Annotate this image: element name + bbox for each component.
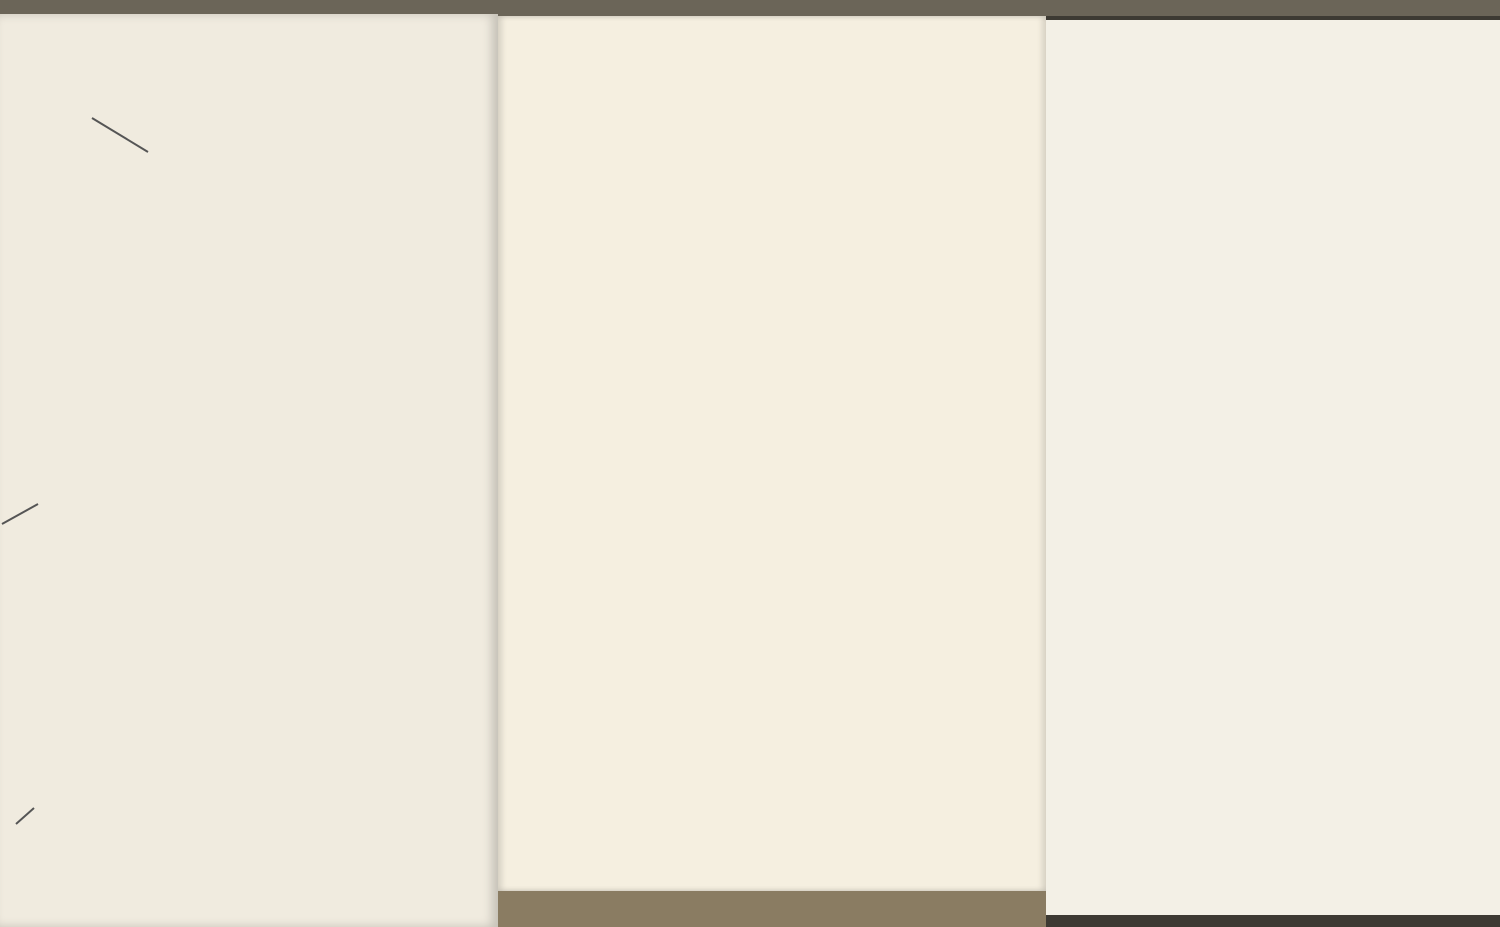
entry-rule-line [64,278,96,293]
pen-mark-2 [0,500,45,530]
pen-mark-1 [88,114,158,159]
entry-rule-line [64,344,96,359]
middle-page [498,16,1046,891]
left-page [0,14,498,927]
pen-mark-3 [12,804,42,834]
scan-bottom-edge [498,891,1046,927]
entry-rule-line [64,322,96,337]
right-page [1046,20,1500,915]
